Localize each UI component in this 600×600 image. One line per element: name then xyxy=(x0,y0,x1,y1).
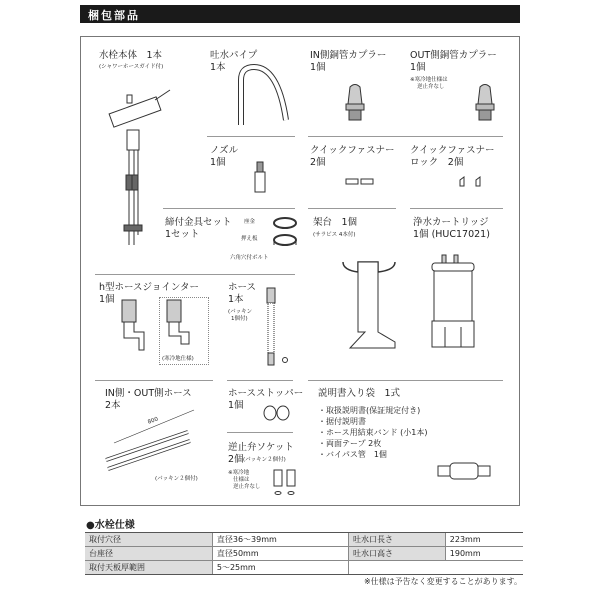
hose-stopper-illustration xyxy=(262,405,292,421)
bolt-label: 六角穴付ボルト xyxy=(230,255,269,261)
spec-label: 台座径 xyxy=(85,547,212,561)
item-stand-name: 架台 1個 xyxy=(313,217,358,228)
section-header: 梱包部品 xyxy=(80,5,520,23)
item-out-coupler-note: 逆止弁なし xyxy=(417,84,445,90)
item-out-coupler-qty: 1個 xyxy=(410,62,426,73)
item-stand-sub: (サラビス 4本付) xyxy=(313,232,356,238)
item-hose-stopper-qty: 1個 xyxy=(228,400,244,411)
h-joint-cold-illustration xyxy=(165,300,195,350)
item-cartridge-name: 浄水カートリッジ xyxy=(413,217,489,228)
item-hose-stopper-name: ホースストッパー xyxy=(228,388,304,399)
item-hose-name: ホース xyxy=(228,282,257,293)
item-clamp-set-qty: 1セット xyxy=(165,229,200,240)
h-joint-illustration xyxy=(120,300,150,350)
check-socket-note: ※寒冷地 xyxy=(228,470,250,476)
divider xyxy=(95,274,295,275)
spec-note: ※仕様は予告なく変更することがあります。 xyxy=(363,577,522,586)
check-socket-note: 逆止弁なし xyxy=(233,484,261,490)
hose-illustration xyxy=(265,288,295,368)
cartridge-illustration xyxy=(430,255,476,350)
fastener-illustration xyxy=(345,176,375,186)
out-coupler-illustration xyxy=(473,82,497,122)
manual-bag-list-item: ・取扱説明書(保証規定付き) xyxy=(318,406,421,415)
item-faucet-name: 水栓本体 1本 xyxy=(99,50,163,61)
item-out-coupler-note: ※寒冷地仕様は xyxy=(410,77,448,83)
item-in-out-hose-sub: (パッキン２個付) xyxy=(155,476,198,482)
divider xyxy=(308,380,503,381)
item-fastener-lock-qty: ロック 2個 xyxy=(410,157,464,168)
divider xyxy=(410,208,503,209)
item-in-coupler-name: IN側銅管カプラー xyxy=(310,50,387,61)
item-nozzle-qty: 1個 xyxy=(210,157,226,168)
spec-label: 取付穴径 xyxy=(85,533,212,547)
item-in-coupler-qty: 1個 xyxy=(310,62,326,73)
item-hose-sub: 1個付) xyxy=(231,316,248,322)
item-in-out-hose-name: IN側・OUT側ホース xyxy=(105,388,192,399)
spec-value: 190mm xyxy=(445,547,523,561)
check-socket-illustration xyxy=(272,470,300,498)
spec-value: 5～25mm xyxy=(212,561,348,575)
item-fastener-name: クイックファスナー xyxy=(310,145,395,156)
hose-length-label: 800 xyxy=(147,416,160,426)
item-check-socket-name: 逆止弁ソケット xyxy=(228,442,294,453)
item-hose-sub: (パッキン xyxy=(228,309,253,315)
washer-label: 座金 xyxy=(244,219,256,225)
fastener-lock-illustration xyxy=(459,176,489,188)
table-row xyxy=(85,547,523,561)
check-socket-note: 仕様は xyxy=(233,477,250,483)
manual-bag-list-item: ・両面テープ 2枚 xyxy=(318,439,382,448)
divider xyxy=(163,208,295,209)
manual-bag-list-item: ・据付説明書 xyxy=(318,417,366,426)
item-hose-qty: 1本 xyxy=(228,294,244,305)
item-faucet-sub: (シャワーホースガイド付) xyxy=(99,64,164,70)
item-check-socket-sub: (パッキン２個付) xyxy=(243,457,286,463)
item-spout-name: 吐水パイプ xyxy=(210,50,258,61)
spec-value: 223mm xyxy=(445,533,523,547)
spec-value: 直径50mm xyxy=(212,547,348,561)
table-row xyxy=(85,533,523,547)
item-nozzle-name: ノズル xyxy=(210,145,239,156)
divider xyxy=(227,432,293,433)
item-manual-bag-name: 説明書入り袋 1式 xyxy=(318,388,401,399)
table-row xyxy=(85,561,523,575)
divider xyxy=(227,380,293,381)
item-h-joint-name: h型ホースジョインター xyxy=(99,282,199,293)
divider xyxy=(308,208,396,209)
manual-bag-list xyxy=(318,405,427,460)
cold-region-label: (寒冷地仕様) xyxy=(162,356,194,362)
item-cartridge-qty: 1個 (HUC17021) xyxy=(413,229,490,240)
spout-illustration xyxy=(238,65,298,130)
item-fastener-qty: 2個 xyxy=(310,157,326,168)
spec-label: 吐水口長さ xyxy=(349,533,446,547)
item-in-out-hose-qty: 2本 xyxy=(105,400,121,411)
bypass-pipe-illustration xyxy=(437,462,492,480)
stand-illustration xyxy=(340,262,400,352)
spec-label: 取付天板厚範囲 xyxy=(85,561,212,575)
manual-bag-list-item: ・ホース用結束バンド (小1本) xyxy=(318,428,428,437)
item-h-joint-qty: 1個 xyxy=(99,294,115,305)
spec-value: 直径36～39mm xyxy=(212,533,348,547)
in-coupler-illustration xyxy=(343,82,367,122)
item-check-socket-qty: 2個 xyxy=(228,454,244,465)
spec-label: 吐水口高さ xyxy=(349,547,446,561)
manual-bag-list-item: ・バイパス管 1個 xyxy=(318,450,387,459)
item-out-coupler-name: OUT側銅管カプラー xyxy=(410,50,497,61)
item-clamp-set-name: 締付金具セット xyxy=(165,217,232,228)
spec-title: ●水栓仕様 xyxy=(86,520,135,531)
divider xyxy=(207,136,295,137)
clamp-set-illustration xyxy=(270,215,300,255)
plate-label: 押え板 xyxy=(241,236,258,242)
divider xyxy=(308,136,503,137)
item-spout-qty: 1本 xyxy=(210,62,226,73)
spec-table xyxy=(85,532,523,575)
nozzle-illustration xyxy=(254,162,266,194)
divider xyxy=(95,380,213,381)
spec-empty xyxy=(349,561,523,575)
item-fastener-lock-name: クイックファスナー xyxy=(410,145,495,156)
